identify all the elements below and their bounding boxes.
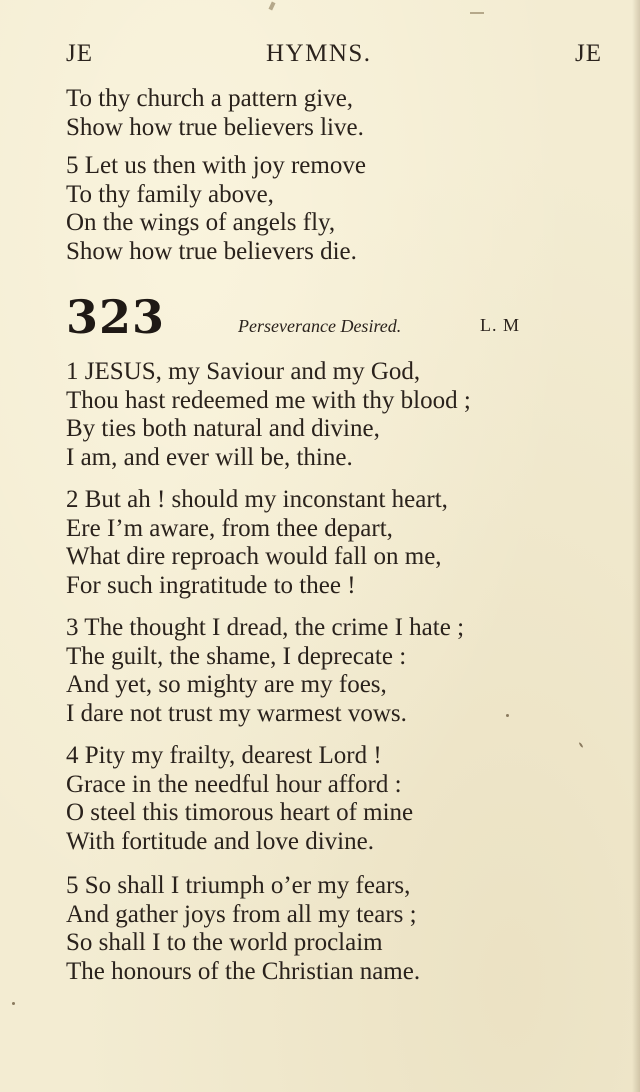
hymn-number: 323 [66, 290, 166, 344]
previous-hymn-stanza-5 [66, 152, 606, 266]
verse-line: 4 Pity my frailty, dearest Lord ! [66, 742, 382, 769]
verse-line: The honours of the Christian name. [66, 957, 421, 985]
verse-line: 1 JESUS, my Saviour and my God, [66, 358, 421, 385]
verse-line: With fortitude and love divine. [66, 827, 374, 855]
verse-line: Grace in the needful hour afford : [66, 770, 402, 798]
hymn-header [66, 290, 606, 344]
hymn-meter: L. M [480, 315, 520, 335]
previous-hymn-continuation [66, 85, 606, 142]
stanza-4 [66, 742, 606, 856]
verse-line: So shall I to the world proclaim [66, 929, 383, 956]
verse-line: To thy family above, [66, 180, 274, 208]
verse-line: By ties both natural and divine, [66, 415, 380, 442]
hymn-title: Perseverance Desired. [238, 316, 402, 336]
paper-speck [12, 1002, 15, 1005]
running-head-left: JE [66, 40, 93, 67]
running-head-title: HYMNS. [266, 40, 372, 67]
verse-line: 5 So shall I triumph o’er my fears, [66, 872, 411, 899]
verse-line: Ere I’m aware, from thee depart, [66, 514, 393, 542]
verse-line: I dare not trust my warmest vows. [66, 699, 407, 727]
verse-line: And yet, so mighty are my foes, [66, 671, 387, 698]
verse-line: Thou hast redeemed me with thy blood ; [66, 386, 471, 414]
verse-line: For such ingratitude to thee ! [66, 571, 356, 599]
ink-mark [470, 12, 484, 14]
verse-line: 3 The thought I dread, the crime I hate ; [66, 614, 465, 641]
verse-line: To thy church a pattern give, [66, 85, 354, 112]
stanza-3 [66, 614, 606, 728]
stanza-1 [66, 358, 606, 472]
stanza-5 [66, 872, 606, 986]
running-head-right: JE [575, 40, 602, 67]
verse-line: Show how true believers die. [66, 237, 357, 265]
paper-speck [506, 714, 509, 717]
verse-line: What dire reproach would fall on me, [66, 543, 442, 570]
verse-line: O steel this timorous heart of mine [66, 799, 414, 826]
verse-line: And gather joys from all my tears ; [66, 900, 417, 928]
top-printing-marks [270, 0, 490, 20]
verse-line: 5 Let us then with joy remove [66, 152, 366, 179]
verse-line: Show how true believers live. [66, 113, 364, 141]
verse-line: 2 But ah ! should my inconstant heart, [66, 486, 448, 513]
verse-line: On the wings of angels fly, [66, 209, 336, 236]
verse-line: I am, and ever will be, thine. [66, 443, 353, 471]
page-edge-shadow [632, 0, 640, 1092]
stanza-2 [66, 486, 606, 600]
running-head [66, 40, 602, 76]
verse-line: The guilt, the shame, I deprecate : [66, 642, 407, 670]
ink-mark [268, 2, 275, 11]
